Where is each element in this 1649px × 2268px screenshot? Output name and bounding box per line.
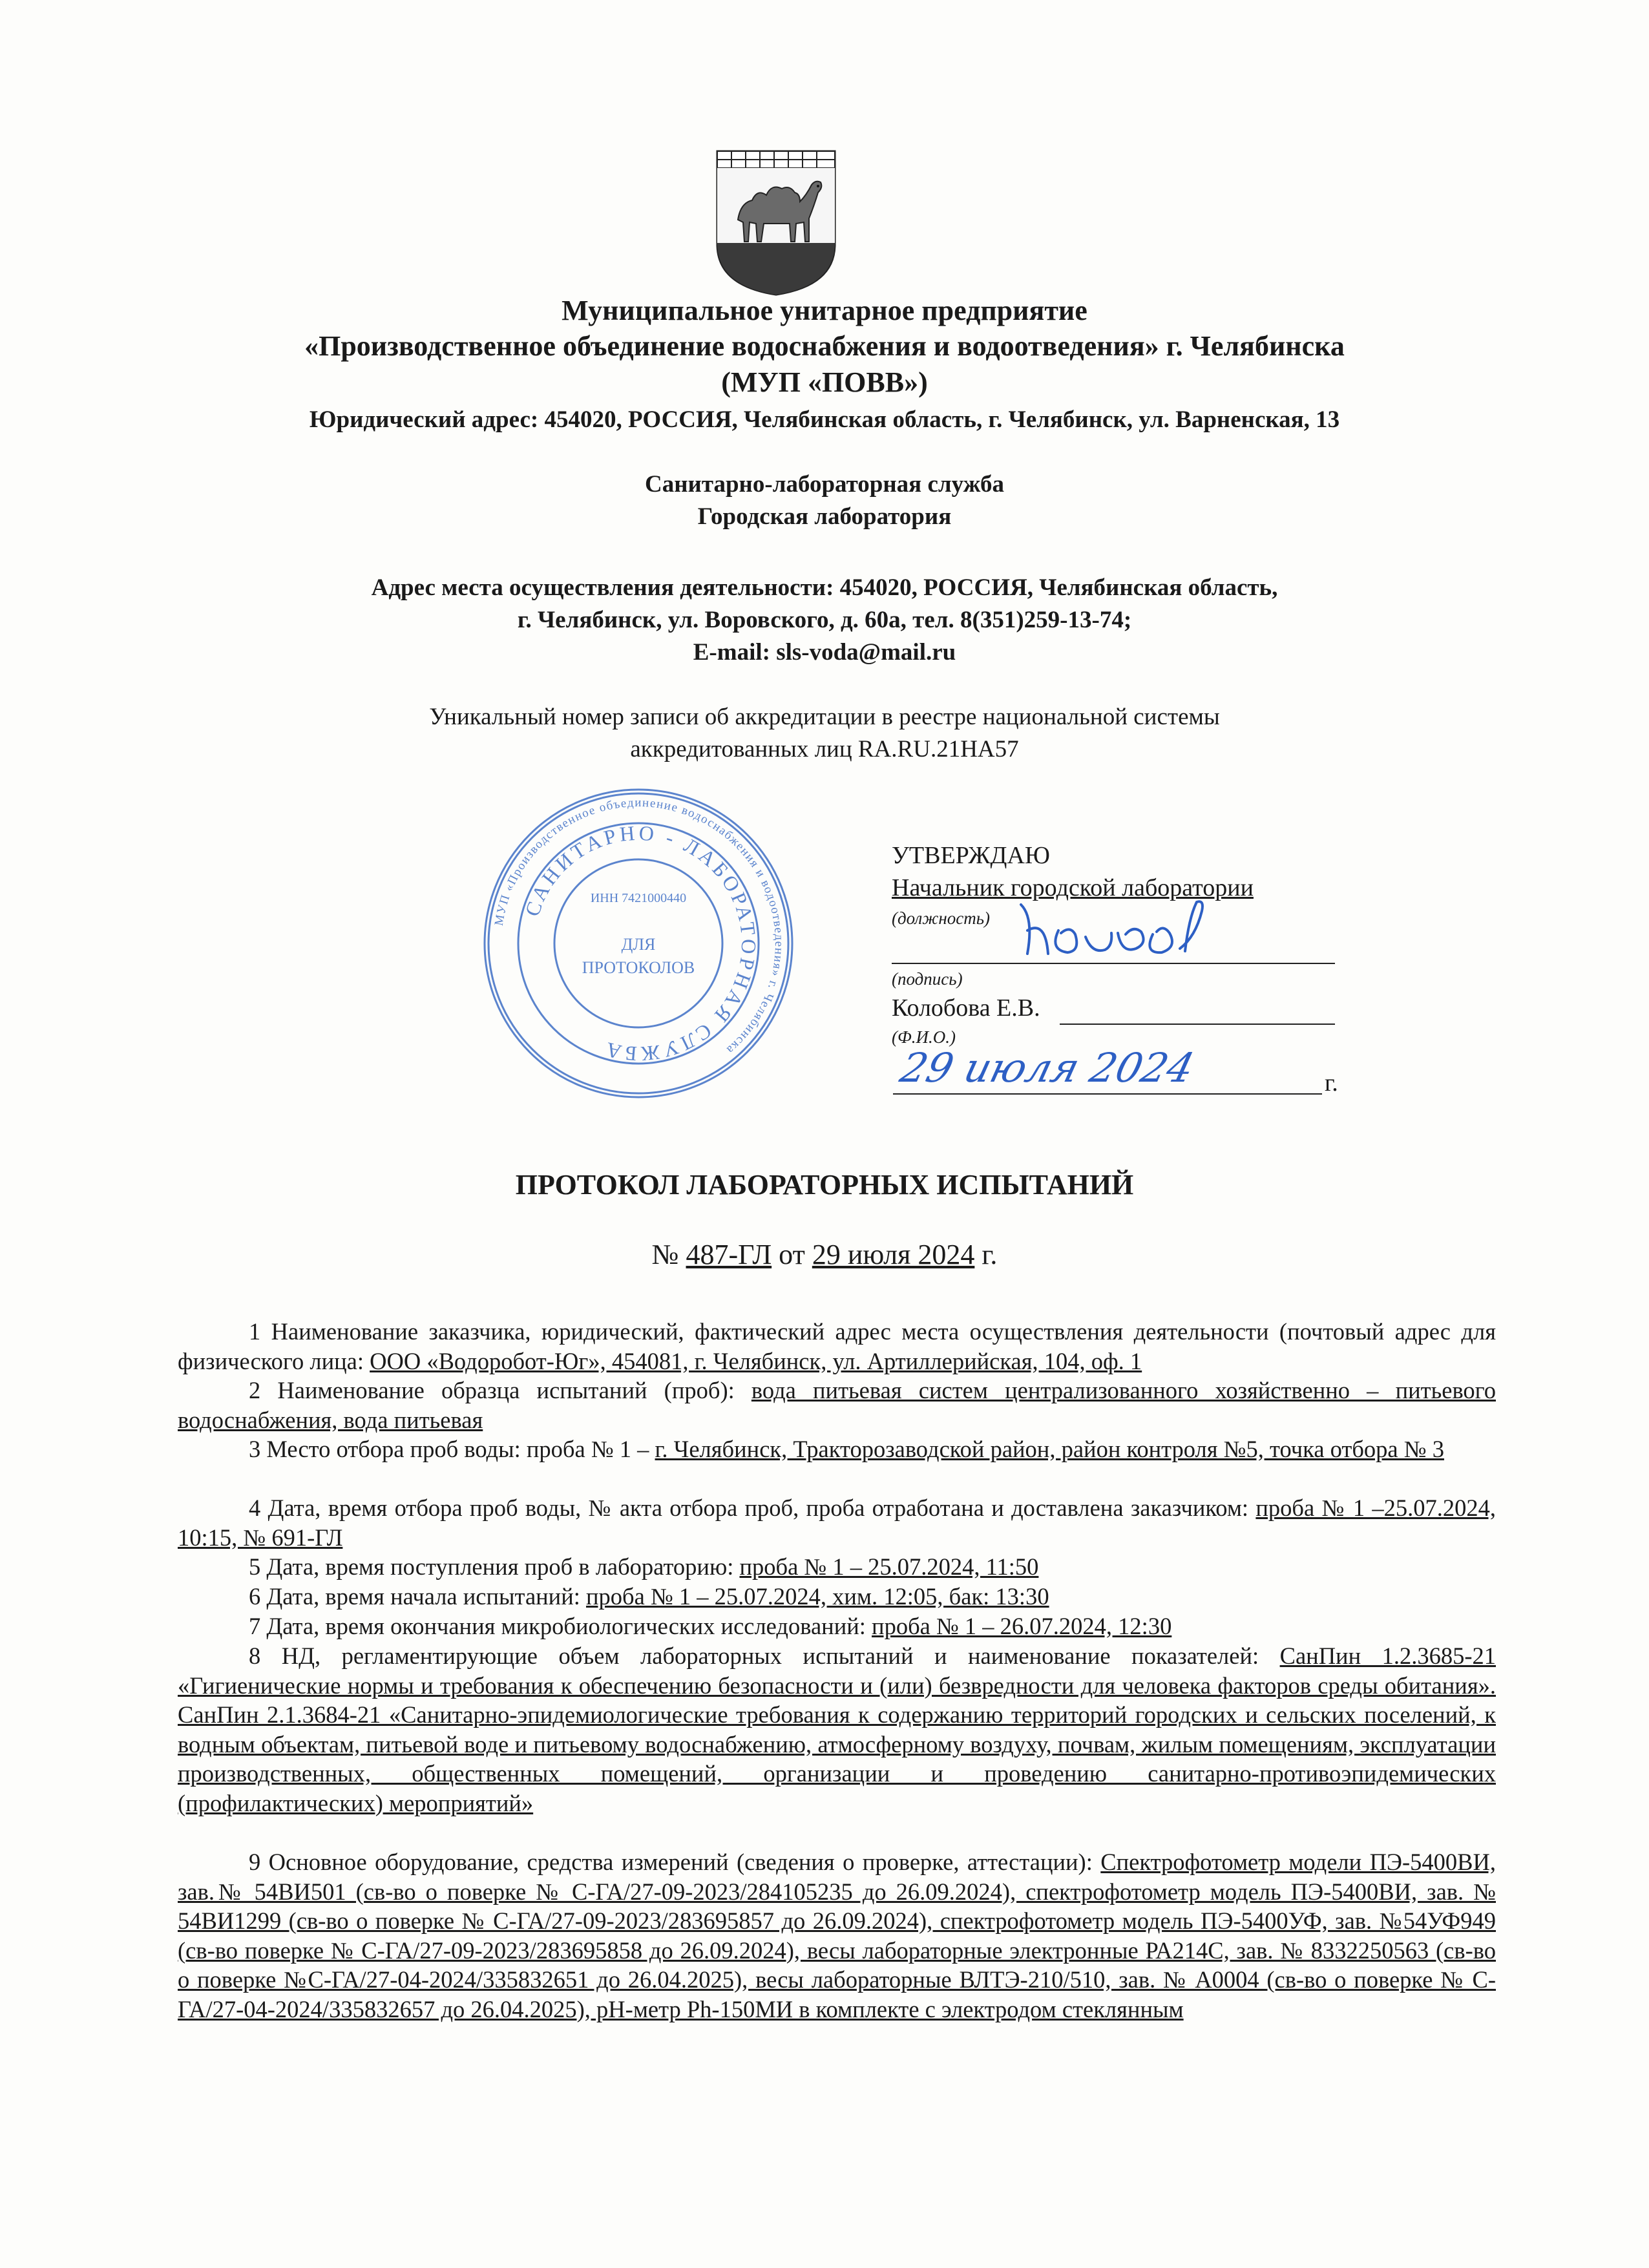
item-5-value: проба № 1 – 25.07.2024, 11:50 (739, 1553, 1039, 1580)
position-caption: (должность) (892, 908, 991, 928)
item-5-label: 5 Дата, время поступления проб в лабораторию: (249, 1553, 734, 1580)
org-name-line1: Муниципальное унитарное предприятие (562, 295, 1087, 326)
item-5 (178, 1552, 1496, 1582)
laboratory-stamp (477, 782, 800, 1105)
signature-caption: (подпись) (892, 969, 963, 989)
item-4 (178, 1493, 1496, 1552)
approval-year-suffix: г. (1325, 1069, 1338, 1097)
stamp-center-line1: ДЛЯ (621, 935, 656, 954)
item-7 (178, 1612, 1496, 1641)
item-3-value: г. Челябинск, Тракторозаводской район, район контроля №5, точка отбора № 3 (655, 1436, 1444, 1462)
protocol-number-line (0, 1238, 1649, 1271)
item-8-label: 8 НД, регламентирующие объем лабораторных испытаний и наименование показателей: (249, 1643, 1259, 1669)
laboratory-name: Городская лаборатория (697, 503, 952, 530)
handwritten-date (893, 1040, 1319, 1098)
stamp-outer-text: МУП «Производственное объединение водоснабжения и водоотведения» г. Челябинска (492, 795, 786, 1057)
protocol-title: ПРОТОКОЛ ЛАБОРАТОРНЫХ ИСПЫТАНИЙ (515, 1169, 1134, 1201)
item-1 (178, 1317, 1496, 1376)
item-2-value: вода питьевая систем централизованного хозяйственно – питьевого водоснабжения, вода питьевая (178, 1377, 1496, 1433)
svg-text:29 июля 2024: 29 июля 2024 (896, 1044, 1199, 1091)
accreditation-line2: аккредитованных лиц RA.RU.21НА57 (630, 736, 1019, 762)
date-line (893, 1093, 1322, 1095)
number-prefix: № (651, 1239, 679, 1270)
item-4-value: проба № 1 –25.07.2024, 10:15, № 691-ГЛ (178, 1495, 1496, 1551)
item-4-label: 4 Дата, время отбора проб воды, № акта отбора проб, проба отработана и доставлена заказчиком: (249, 1495, 1249, 1521)
item-9-value: Спектрофотометр модели ПЭ-5400ВИ, зав.№ 54ВИ501 (св-во о поверке № С-ГА/27-09-2023/284105235 до 26.09.2024), спектрофотометр модель ПЭ-5400ВИ, зав. № 54ВИ1299 (св-во о поверке № С-ГА/27-09-2023/283695857 до 26.09.2024), спектрофотометр модель ПЭ-5400УФ, зав. №54УФ949 (св-во поверке № С-ГА/27-09-2023/283695858 до 26.09.2024), весы лабораторные электронные РА214С, зав. № 8332250563 (св-во о поверке №С-ГА/27-04-2024/335832651 до 26.04.2025), весы лабораторные ВЛТЭ-210/510, зав. № А0004 (св-во о поверке № С-ГА/27-04-2024/335832657 до 26.04.2025), рН-метр Ph-150МИ в комплекте с электродом стеклянным (178, 1849, 1497, 2022)
item-9-label: 9 Основное оборудование, средства измерений (сведения о проверке, аттестации): (249, 1849, 1093, 1875)
contact-email: E-mail: sls-voda@mail.ru (693, 639, 956, 666)
stamp-ring-text: САНИТАРНО - ЛАБОРАТОРНАЯ СЛУЖБА (520, 821, 761, 1066)
date-word: от (779, 1239, 805, 1270)
signature-line (892, 963, 1335, 964)
stamp-inn: ИНН 7421000440 (590, 891, 687, 905)
item-7-value: проба № 1 – 26.07.2024, 12:30 (872, 1613, 1172, 1639)
protocol-date: 29 июля 2024 (812, 1239, 975, 1270)
item-6 (178, 1582, 1496, 1612)
item-1-value: ООО «Водоробот-Юг», 454081, г. Челябинск, ул. Артиллерийская, 104, оф. 1 (370, 1347, 1142, 1374)
name-caption: (Ф.И.О.) (892, 1027, 956, 1047)
item-8-value: СанПин 1.2.3685-21 «Гигиенические нормы и требования к обеспечению безопасности и (или) безвредности для человека факторов среды обитания». СанПин 2.1.3684-21 «Санитарно-эпидемиологические требования к содержанию территорий городских и сельских поселений, к водным объектам, питьевой воде и питьевому водоснабжению, атмосферному воздуху, почвам, жилым помещениям, эксплуатации производственных, общественных помещений, организации и проведению санитарно-противоэпидемических (профилактических) мероприятий» (178, 1643, 1496, 1816)
item-3 (178, 1434, 1496, 1464)
item-2-label: 2 Наименование образца испытаний (проб): (249, 1377, 735, 1403)
stamp-center-line2: ПРОТОКОЛОВ (582, 958, 695, 977)
item-3-label: 3 Место отбора проб воды: проба № 1 – (249, 1436, 649, 1462)
activity-address-line2: г. Челябинск, ул. Воровского, д. 60а, тел. 8(351)259-13-74; (517, 607, 1132, 633)
org-abbreviation: (МУП «ПОВВ») (721, 366, 928, 398)
item-9 (178, 1847, 1496, 2024)
item-1-label: 1 Наименование заказчика, юридический, фактический адрес места осуществления деятельности (почтовый адрес для физического лица: (178, 1318, 1496, 1374)
item-6-value: проба № 1 – 25.07.2024, хим. 12:05, бак: 13:30 (586, 1583, 1049, 1610)
item-8 (178, 1641, 1496, 1818)
approve-heading: УТВЕРЖДАЮ (892, 842, 1050, 869)
name-line (1060, 1024, 1335, 1025)
item-7-label: 7 Дата, время окончания микробиологических исследований: (249, 1613, 866, 1639)
service-name: Санитарно-лабораторная служба (645, 471, 1004, 498)
item-6-label: 6 Дата, время начала испытаний: (249, 1583, 580, 1610)
approver-position: Начальник городской лаборатории (892, 874, 1254, 901)
legal-address: Юридический адрес: 454020, РОССИЯ, Челябинская область, г. Челябинск, ул. Варненская, 13 (309, 406, 1340, 433)
approver-name: Колобова Е.В. (892, 994, 1040, 1022)
org-name-line2: «Производственное объединение водоснабжения и водоотведения» г. Челябинска (304, 330, 1345, 362)
protocol-year-suffix: г. (982, 1239, 998, 1270)
chelyabinsk-coat-of-arms-emblem (712, 147, 840, 297)
accreditation-line1: Уникальный номер записи об аккредитации в реестре национальной системы (429, 704, 1220, 730)
protocol-number: 487-ГЛ (686, 1239, 772, 1270)
activity-address-line1: Адрес места осуществления деятельности: 454020, РОССИЯ, Челябинская область, (371, 574, 1278, 601)
item-2 (178, 1376, 1496, 1434)
